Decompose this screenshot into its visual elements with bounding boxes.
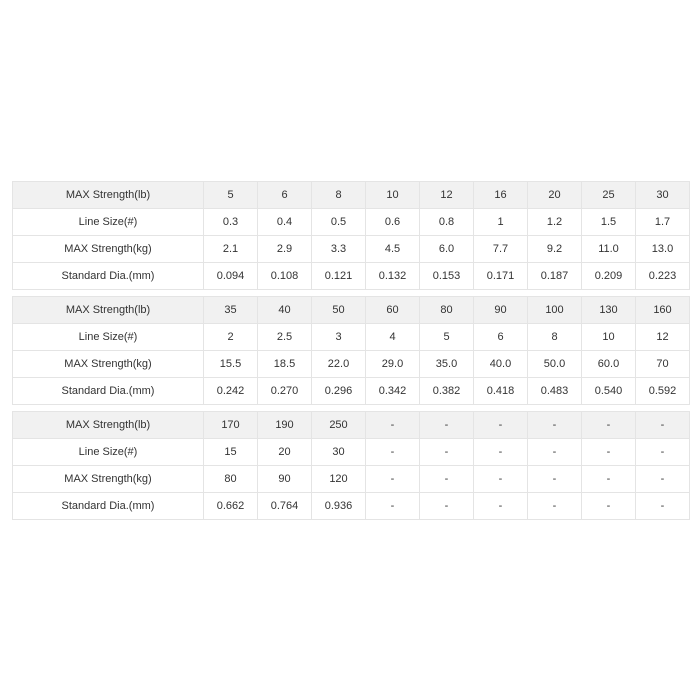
row-label: MAX Strength(lb) [13,182,204,209]
table-cell: 0.187 [528,263,582,290]
table-cell: 35 [204,297,258,324]
table-cell: 170 [204,412,258,439]
table-cell: 0.936 [312,493,366,520]
table-cell: 0.662 [204,493,258,520]
table-cell: 0.540 [582,378,636,405]
row-label: Standard Dia.(mm) [13,493,204,520]
spec-table-3 [12,411,690,520]
table-cell: 0.242 [204,378,258,405]
table-cell: 50.0 [528,351,582,378]
table-cell: 0.5 [312,209,366,236]
row-label: MAX Strength(lb) [13,297,204,324]
table-cell: 0.418 [474,378,528,405]
table-row [13,439,690,466]
table-cell: 2.5 [258,324,312,351]
row-label: MAX Strength(kg) [13,466,204,493]
table-cell: 40 [258,297,312,324]
table-cell: 2.9 [258,236,312,263]
table-cell: 30 [636,182,690,209]
table-cell: 6.0 [420,236,474,263]
table-cell: 4 [366,324,420,351]
table-cell: 1.2 [528,209,582,236]
table-cell: 29.0 [366,351,420,378]
table-cell: 0.171 [474,263,528,290]
table-row [13,412,690,439]
table-cell: 0.483 [528,378,582,405]
table-cell: 12 [636,324,690,351]
table-cell: - [420,439,474,466]
row-label: Line Size(#) [13,324,204,351]
spec-table-1 [12,181,690,290]
table-cell: 160 [636,297,690,324]
table-cell: 0.094 [204,263,258,290]
table-row [13,297,690,324]
table-cell: 6 [258,182,312,209]
table-cell: 80 [204,466,258,493]
table-cell: 0.296 [312,378,366,405]
table-cell: 70 [636,351,690,378]
table-cell: - [366,493,420,520]
row-label: MAX Strength(lb) [13,412,204,439]
table-cell: - [474,493,528,520]
table-row [13,263,690,290]
spec-table-2 [12,296,690,405]
table-cell: 25 [582,182,636,209]
table-cell: - [636,412,690,439]
table-row [13,236,690,263]
table-row [13,209,690,236]
table-cell: 1 [474,209,528,236]
table-cell: 0.153 [420,263,474,290]
row-label: MAX Strength(kg) [13,236,204,263]
table-cell: - [366,466,420,493]
table-cell: 0.3 [204,209,258,236]
table-cell: 120 [312,466,366,493]
table-cell: - [582,439,636,466]
table-cell: - [474,439,528,466]
table-cell: 3 [312,324,366,351]
table-cell: 8 [528,324,582,351]
table-cell: - [582,466,636,493]
table-cell: 130 [582,297,636,324]
table-cell: - [420,493,474,520]
table-cell: - [474,466,528,493]
table-cell: 30 [312,439,366,466]
table-cell: - [366,412,420,439]
table-cell: - [366,439,420,466]
table-row [13,378,690,405]
table-row [13,324,690,351]
table-cell: 2 [204,324,258,351]
table-cell: 13.0 [636,236,690,263]
table-cell: 80 [420,297,474,324]
row-label: Standard Dia.(mm) [13,263,204,290]
row-label: Line Size(#) [13,209,204,236]
table-cell: 0.121 [312,263,366,290]
table-cell: 90 [258,466,312,493]
table-cell: 4.5 [366,236,420,263]
table-cell: - [528,412,582,439]
table-cell: 0.764 [258,493,312,520]
table-cell: 3.3 [312,236,366,263]
table-row [13,351,690,378]
table-cell: 12 [420,182,474,209]
table-cell: 5 [420,324,474,351]
table-cell: 60 [366,297,420,324]
row-label: Standard Dia.(mm) [13,378,204,405]
table-cell: - [636,466,690,493]
table-cell: 190 [258,412,312,439]
table-cell: 2.1 [204,236,258,263]
table-cell: 35.0 [420,351,474,378]
table-cell: 11.0 [582,236,636,263]
table-cell: - [420,466,474,493]
table-cell: 16 [474,182,528,209]
table-cell: - [636,439,690,466]
table-cell: 9.2 [528,236,582,263]
row-label: MAX Strength(kg) [13,351,204,378]
table-cell: 18.5 [258,351,312,378]
table-cell: 50 [312,297,366,324]
table-cell: 60.0 [582,351,636,378]
table-cell: 10 [366,182,420,209]
table-cell: 0.4 [258,209,312,236]
table-cell: 22.0 [312,351,366,378]
row-label: Line Size(#) [13,439,204,466]
table-cell: 6 [474,324,528,351]
table-cell: - [582,493,636,520]
table-cell: 8 [312,182,366,209]
table-cell: 7.7 [474,236,528,263]
table-cell: - [528,493,582,520]
table-cell: - [582,412,636,439]
table-cell: - [636,493,690,520]
table-cell: - [528,466,582,493]
table-cell: 0.223 [636,263,690,290]
table-cell: - [474,412,528,439]
table-row [13,493,690,520]
table-cell: 15.5 [204,351,258,378]
table-cell: 0.6 [366,209,420,236]
table-row [13,182,690,209]
table-cell: 15 [204,439,258,466]
table-cell: 0.108 [258,263,312,290]
table-cell: 20 [258,439,312,466]
table-cell: 0.270 [258,378,312,405]
table-cell: 40.0 [474,351,528,378]
table-cell: 90 [474,297,528,324]
table-cell: 0.209 [582,263,636,290]
table-cell: - [420,412,474,439]
table-cell: - [528,439,582,466]
table-cell: 100 [528,297,582,324]
table-cell: 20 [528,182,582,209]
table-cell: 5 [204,182,258,209]
table-cell: 1.7 [636,209,690,236]
table-cell: 0.132 [366,263,420,290]
table-cell: 0.592 [636,378,690,405]
table-cell: 0.382 [420,378,474,405]
table-cell: 1.5 [582,209,636,236]
table-cell: 0.342 [366,378,420,405]
table-cell: 10 [582,324,636,351]
table-cell: 250 [312,412,366,439]
table-row [13,466,690,493]
table-cell: 0.8 [420,209,474,236]
